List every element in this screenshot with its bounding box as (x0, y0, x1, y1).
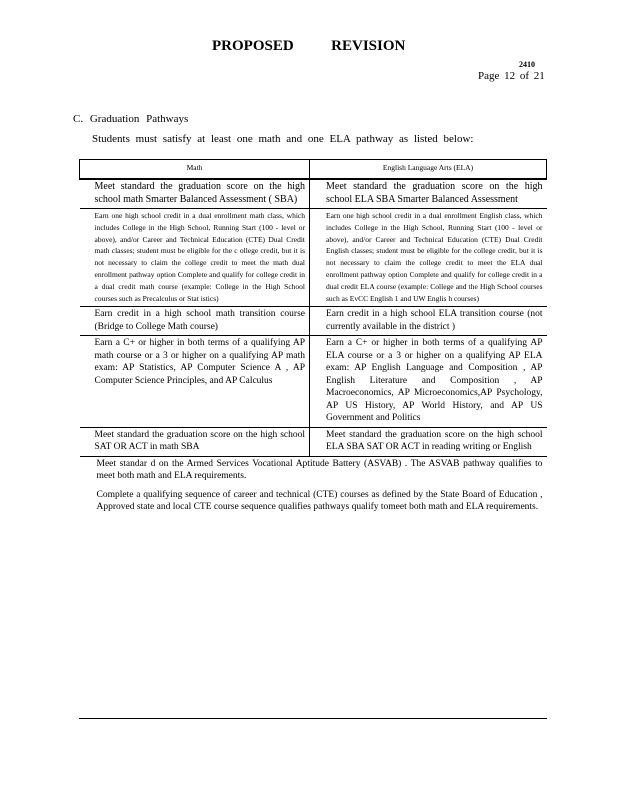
cell-ela-sat-act: Meet standard the graduation score on the high school ELA SBA SAT OR ACT in reading writing or English (310, 427, 547, 456)
cell-math-sat-act: Meet standard the graduation score on the high school SAT OR ACT in math SBA (80, 427, 310, 456)
cell-ela-transition: Earn credit in a high school ELA transition course (not currently available in the district ) (310, 307, 547, 336)
table-row (80, 307, 547, 336)
header-math: Math (80, 160, 310, 180)
table-row (80, 427, 547, 456)
section-intro: Students must satisfy at least one math and one ELA pathway as listed below: (92, 133, 474, 145)
table-bottom-rule (79, 718, 547, 719)
header-ela: English Language Arts (ELA) (310, 160, 547, 180)
cell-ela-dual-credit: Earn one high school credit in a dual enrollment English class, which includes College in the High School, Running Start (100 - level or above), and/or Career and Technical Education (CTE) Dual Credit English classes; student must be eligible for the college credit, but it is not necessary to claim the college credit to meet the ELA dual enrollment pathway option Complete and qualify for college credit in a dual credit ELA course (example: College and the High School courses such as EvCC English 1 and UW Englis h courses) (310, 209, 547, 307)
table-header-row (80, 160, 547, 180)
cell-full-width (80, 456, 547, 522)
cell-math-transition: Earn credit in a high school math transition course (Bridge to College Math course) (80, 307, 310, 336)
cell-ela-sba: Meet standard the graduation score on the high school ELA SBA Smarter Balanced Assessment (310, 179, 547, 209)
cell-ela-ap: Earn a C+ or higher in both terms of a qualifying AP ELA course or a 3 or higher on a qualifying AP ELA exam: AP English Language and Composition , AP English Literature and Composition , AP Macroeconomics, AP Microeconomics,AP Psychology, AP US History, AP World History, and AP US Government and Politics (310, 336, 547, 428)
cell-math-sba: Meet standard the graduation score on the high school math Smarter Balanced Assessment ( SBA) (80, 179, 310, 209)
pathways-table (79, 159, 547, 522)
asvab-pathway: Meet standar d on the Armed Services Vocational Aptitude Battery (ASVAB) . The ASVAB pathway qualifies to meet both math and ELA requirements. (96, 458, 543, 482)
document-title: PROPOSED REVISION (212, 38, 406, 54)
table-row (80, 336, 547, 428)
cell-math-ap: Earn a C+ or higher in both terms of a qualifying AP math course or a 3 or higher on a qualifying AP math exam: AP Statistics, AP Computer Science A , AP Computer Science Principles, and AP Calculus (80, 336, 310, 428)
cell-math-dual-credit: Earn one high school credit in a dual enrollment math class, which includes College in the High School, Running Start (100 - level or above), and/or Career and Technical Education (CTE) Dual Credit math classes; student must be eligible for the c ollege credit, but it is not necessary to claim the college credit to meet the math dual enrollment pathway option Complete and qualify for college credit in a dual credit math course (example: College in the High School courses such as Precalculus or Stat istics) (80, 209, 310, 307)
table-row (80, 456, 547, 522)
table-row (80, 179, 547, 209)
cte-pathway: Complete a qualifying sequence of career and technical (CTE) courses as defined by the State Board of Education , Approved state and local CTE course sequence qualifies pathways qualify tomeet both math and ELA requirements. (96, 489, 543, 513)
section-heading: C. Graduation Pathways (73, 113, 189, 125)
page-number: Page 12 of 21 (478, 70, 545, 82)
table-row (80, 209, 547, 307)
policy-code: 2410 (519, 60, 535, 69)
